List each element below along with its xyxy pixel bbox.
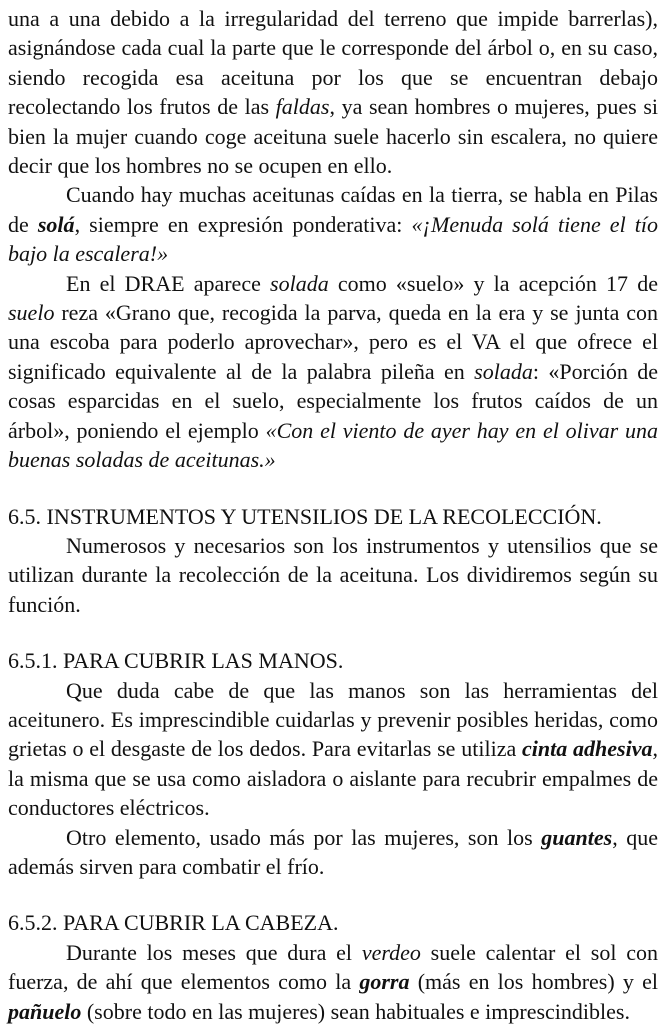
example-sola: «¡Menuda solá tiene el tío bajo la escalera!» [8, 211, 659, 267]
term-guantes: guantes [541, 824, 613, 850]
section-heading-instruments: 6.5. INSTRUMENTOS Y UTENSILIOS DE LA RECOLECCIÓN. [8, 503, 602, 529]
term-solada: solada [270, 270, 329, 296]
paragraph-drae-solada: En el DRAE aparece solada como «suelo» y la acepción 17 de suelo reza «Grano que, recogida la parva, queda en la era y se junta con una escoba para poderlo aprovechar», pero es el VA el que ofrece el significado equivalente al de la palabra pileña en solada: «Porción de cosas esparcidas en el suelo, especialmente los frutos caídos de un árbol», poniendo el ejemplo «Con el viento de ayer hay en el olivar una buenas soladas de aceitunas.» [8, 270, 658, 473]
term-solada-2: solada [474, 358, 533, 384]
section-heading-head: 6.5.2. PARA CUBRIR LA CABEZA. [8, 910, 339, 936]
term-gorra: gorra [359, 969, 410, 995]
paragraph-harvest-collection: una a una debido a la irregularidad del terreno que impide barrerlas), asignándose cada cual la parte que le corresponde del árbol o, en su caso, siendo recogida esa aceituna por los que se encuentran debajo recolectando los frutos de las faldas, ya sean hombres o mujeres, pues si bien la mujer cuando coge aceituna suele hacerlo sin escalera, no quiere decir que los hombres no se ocupen en ello. [8, 6, 659, 179]
term-faldas: faldas [275, 94, 330, 120]
section-heading-hands: 6.5.1. PARA CUBRIR LAS MANOS. [8, 648, 344, 674]
term-cinta-adhesiva: cinta adhesiva [522, 736, 653, 762]
paragraph-gloves: Otro elemento, usado más por las mujeres, son los guantes, que además sirven para combatir el frío. [8, 824, 658, 879]
paragraph-sola: Cuando hay muchas aceitunas caídas en la tierra, se habla en Pilas de solá, siempre en expresión ponderativa: «¡Menuda solá tiene el tío bajo la escalera!» [8, 182, 659, 267]
paragraph-instruments-intro: Numerosos y necesarios son los instrumentos y utensilios que se utilizan durante la recolección de la aceituna. Los dividiremos según su función. [8, 532, 658, 617]
term-panuelo: pañuelo [8, 998, 82, 1024]
term-sola: solá [37, 211, 75, 237]
term-verdeo: verdeo [361, 939, 421, 965]
paragraph-hands: Que duda cabe de que las manos son las herramientas del aceitunero. Es imprescindible cuidarlas y prevenir posibles heridas, como grietas o el desgaste de los dedos. Para evitarlas se utiliza cinta adhesiva, la misma que se usa como aisladora o aislante para recubrir empalmes de conductores eléctricos. [8, 677, 658, 821]
example-soladas: «Con el viento de ayer hay en el olivar una buenas soladas de aceitunas.» [8, 417, 658, 473]
paragraph-head: Durante los meses que dura el verdeo suele calentar el sol con fuerza, de ahí que elementos como la gorra (más en los hombres) y el pañuelo (sobre todo en las mujeres) sean habituales e imprescindibles. [8, 939, 658, 1024]
document-page [8, 0, 658, 1026]
term-suelo: suelo [8, 300, 55, 326]
